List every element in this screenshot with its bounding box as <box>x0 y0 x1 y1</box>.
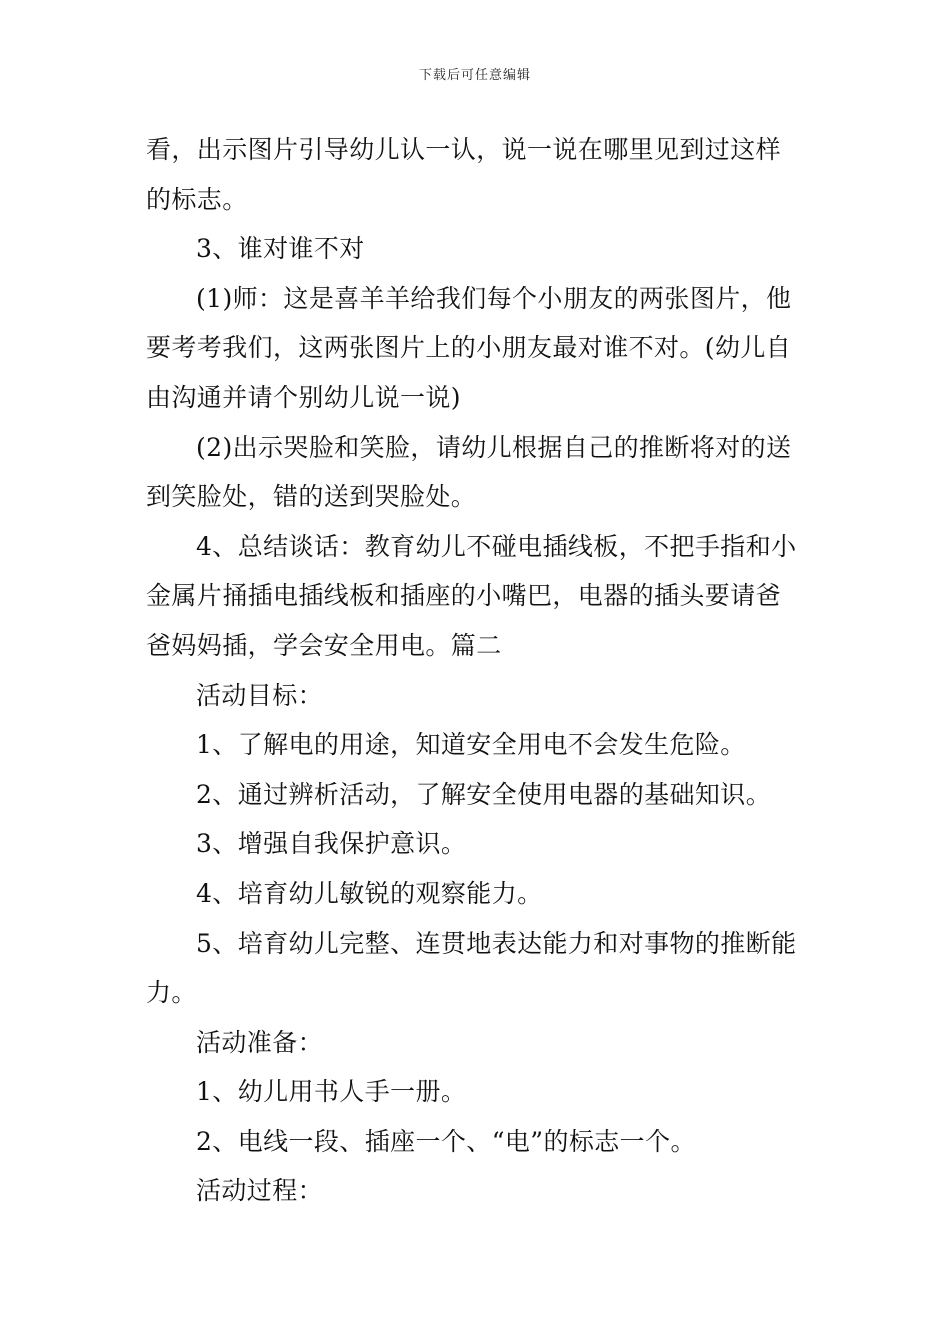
page-header: 下载后可任意编辑 <box>418 68 531 83</box>
list-item: 1、幼儿用书人手一册。 <box>196 1077 467 1107</box>
text-line: 到笑脸处，错的送到哭脸处。 <box>146 482 477 512</box>
text-line: 爸妈妈插，学会安全用电。篇二 <box>146 630 502 660</box>
list-item: 3、增强自我保护意识。 <box>196 829 467 859</box>
section-heading: 活动目标： <box>196 680 324 710</box>
list-item: 5、培育幼儿完整、连贯地表达能力和对事物的推断能 <box>196 928 797 958</box>
document-body <box>146 125 806 1216</box>
text-line: (2)出示哭脸和笑脸，请幼儿根据自己的推断将对的送 <box>196 432 792 462</box>
section-heading: 活动准备： <box>196 1027 324 1057</box>
text-line: 看，出示图片引导幼儿认一认，说一说在哪里见到过这样 <box>146 135 782 164</box>
text-line: 要考考我们，这两张图片上的小朋友最对谁不对。(幼儿自 <box>146 333 792 363</box>
list-item-continuation: 力。 <box>146 978 197 1008</box>
section-heading: 3、谁对谁不对 <box>196 234 365 264</box>
text-line: (1)师：这是喜羊羊给我们每个小朋友的两张图片，他 <box>196 283 792 313</box>
list-item: 2、通过辨析活动，了解安全使用电器的基础知识。 <box>196 779 772 809</box>
text-line: 的标志。 <box>146 184 248 214</box>
list-item: 1、了解电的用途，知道安全用电不会发生危险。 <box>196 730 746 760</box>
list-item: 2、电线一段、插座一个、“电”的标志一个。 <box>196 1126 696 1156</box>
text-line: 4、总结谈话：教育幼儿不碰电插线板，不把手指和小 <box>196 531 797 561</box>
section-heading: 活动过程： <box>196 1176 324 1206</box>
text-line: 由沟通并请个别幼儿说一说) <box>146 382 461 412</box>
list-item: 4、培育幼儿敏锐的观察能力。 <box>196 878 543 908</box>
text-line: 金属片捅插电插线板和插座的小嘴巴，电器的插头要请爸 <box>146 581 782 611</box>
